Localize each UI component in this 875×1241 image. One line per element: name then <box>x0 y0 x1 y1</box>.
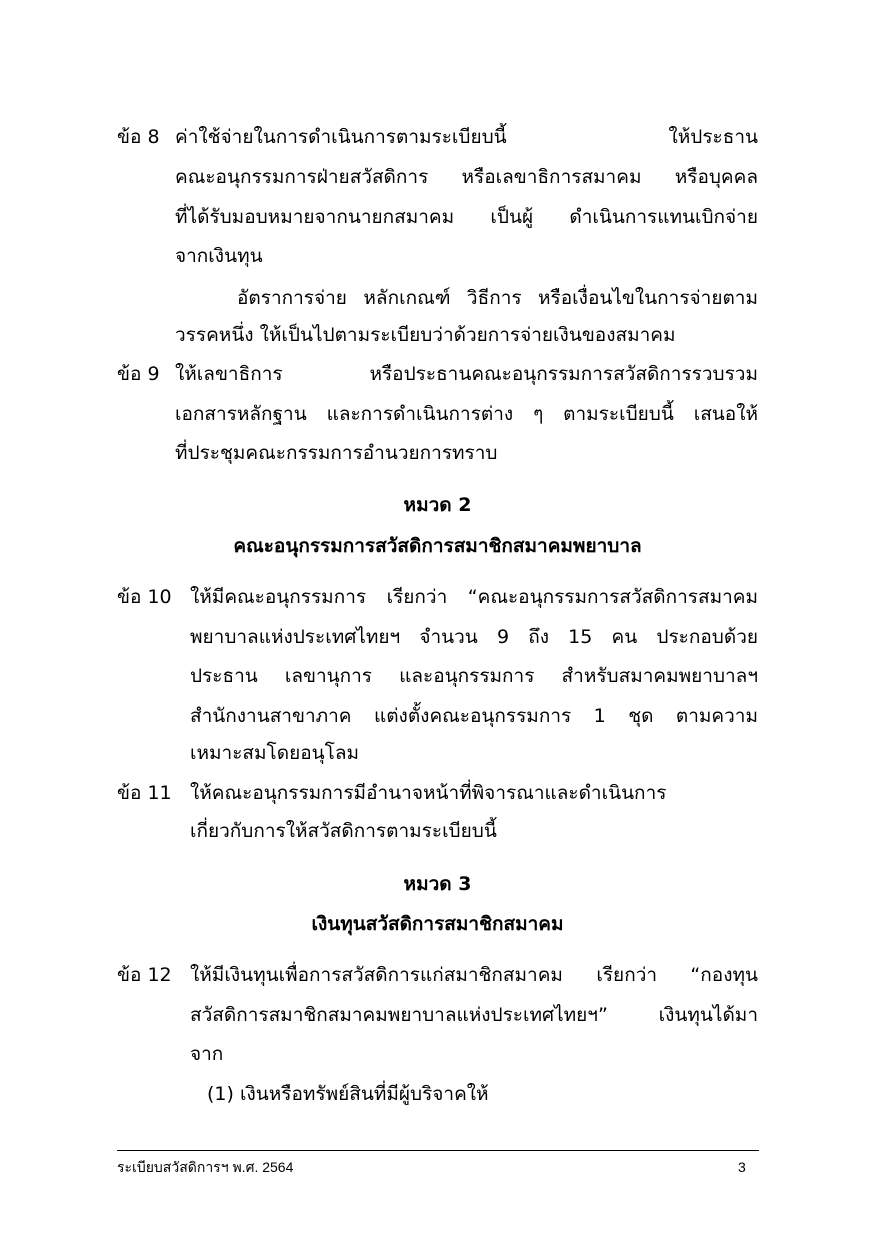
footer-document-title: ระเบียบสวัสดิการฯ พ.ศ. 2564 <box>117 1159 294 1175</box>
clause-11-line-1: ให้คณะอนุกรรมการมีอำนาจหน้าที่พิจารณาและดำเนินการ <box>190 782 667 804</box>
clause-10-line-3: ประธาน เลขานุการ และอนุกรรมการ สำหรับสมาคมพยาบาลฯ <box>190 665 758 687</box>
clause-12-number: ข้อ 12 <box>117 964 172 986</box>
clause-8-line-4: จากเงินทุน <box>175 245 263 267</box>
chapter-2-title: หมวด 2 <box>403 494 472 516</box>
clause-9-line-1: ให้เลขาธิการ หรือประธานคณะอนุกรรมการสวัสดิการรวบรวม <box>175 363 758 385</box>
clause-10-line-2: พยาบาลแห่งประเทศไทยฯ จำนวน 9 ถึง 15 คน ประกอบด้วย <box>190 626 758 648</box>
clause-12-line-3: จาก <box>190 1043 224 1065</box>
clause-10-line-4: สำนักงานสาขาภาค แต่งตั้งคณะอนุกรรมการ 1 ชุด ตามความ <box>190 705 758 727</box>
chapter-3-title: หมวด 3 <box>403 873 472 895</box>
footer-page-number: 3 <box>738 1159 746 1175</box>
clause-8-line-2: คณะอนุกรรมการฝ่ายสวัสดิการ หรือเลขาธิการสมาคม หรือบุคคล <box>175 166 758 188</box>
footer-divider <box>117 1150 759 1151</box>
clause-12-line-1: ให้มีเงินทุนเพื่อการสวัสดิการแก่สมาชิกสมาคม เรียกว่า “กองทุน <box>190 964 758 986</box>
clause-12-item-1: (1) เงินหรือทรัพย์สินที่มีผู้บริจาคให้ <box>207 1083 489 1105</box>
chapter-3-subtitle: เงินทุนสวัสดิการสมาชิกสมาคม <box>311 913 564 935</box>
clause-8-number: ข้อ 8 <box>117 126 160 148</box>
clause-11-number: ข้อ 11 <box>117 782 172 804</box>
clause-9-line-2: เอกสารหลักฐาน และการดำเนินการต่าง ๆ ตามระเบียบนี้ เสนอให้ <box>175 403 758 425</box>
clause-8-paragraph-2-line-2: วรรคหนึ่ง ให้เป็นไปตามระเบียบว่าด้วยการจ่ายเงินของสมาคม <box>175 324 676 346</box>
clause-10-line-1: ให้มีคณะอนุกรรมการ เรียกว่า “คณะอนุกรรมการสวัสดิการสมาคม <box>190 586 758 608</box>
clause-11-line-2: เกี่ยวกับการให้สวัสดิการตามระเบียบนี้ <box>190 820 497 842</box>
clause-9-line-3: ที่ประชุมคณะกรรมการอำนวยการทราบ <box>175 442 498 464</box>
clause-10-number: ข้อ 10 <box>117 586 172 608</box>
clause-8-line-3: ที่ได้รับมอบหมายจากนายกสมาคม เป็นผู้ ดำเนินการแทนเบิกจ่าย <box>175 206 758 228</box>
chapter-2-subtitle: คณะอนุกรรมการสวัสดิการสมาชิกสมาคมพยาบาล <box>233 535 642 557</box>
clause-10-line-5: เหมาะสมโดยอนุโลม <box>190 742 359 764</box>
clause-9-number: ข้อ 9 <box>117 363 160 385</box>
clause-8-paragraph-2-line-1: อัตราการจ่าย หลักเกณฑ์ วิธีการ หรือเงื่อนไขในการจ่ายตาม <box>237 287 758 309</box>
clause-8-line-1: ค่าใช้จ่ายในการดำเนินการตามระเบียบนี้ ให้ประธาน <box>175 126 758 148</box>
clause-12-line-2: สวัสดิการสมาชิกสมาคมพยาบาลแห่งประเทศไทยฯ” เงินทุนได้มา <box>190 1004 758 1026</box>
